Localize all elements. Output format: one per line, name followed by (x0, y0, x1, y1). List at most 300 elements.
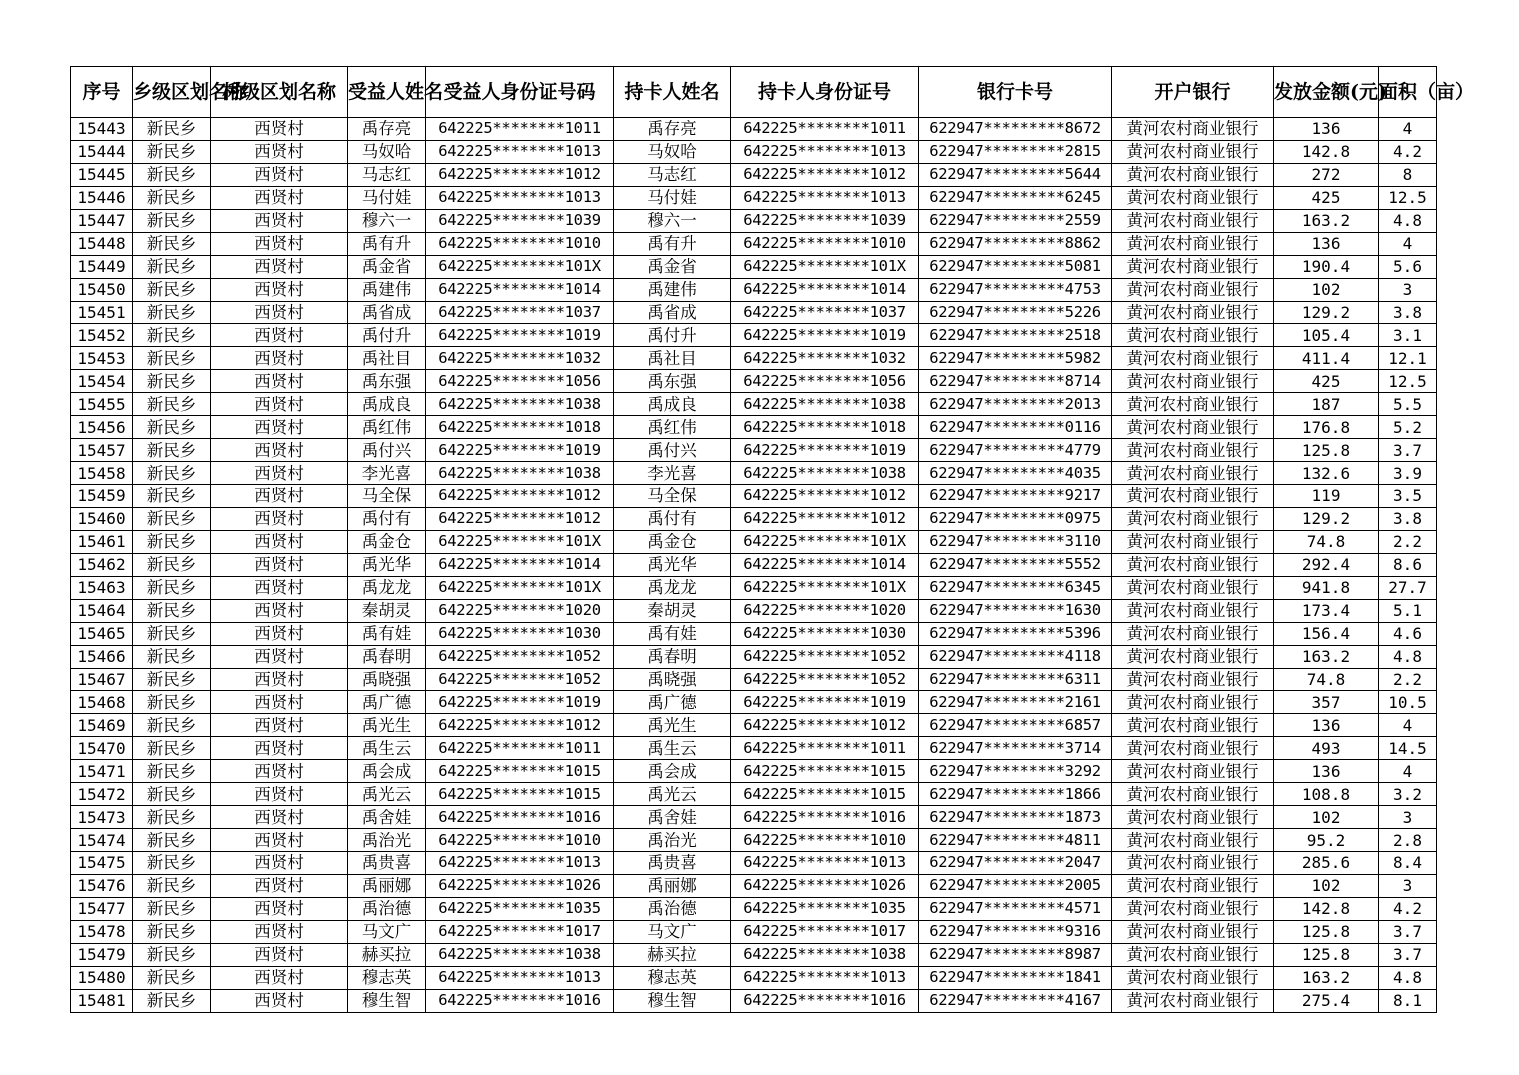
beneficiary-id-cell: 642225********1013 (426, 966, 614, 989)
amount-cell: 136 (1274, 714, 1379, 737)
table-row (71, 209, 1437, 232)
township-cell: 新民乡 (133, 691, 211, 714)
serial-cell: 15455 (71, 393, 133, 416)
village-cell: 西贤村 (211, 140, 348, 163)
serial-cell: 15463 (71, 576, 133, 599)
amount-cell: 190.4 (1274, 255, 1379, 278)
bank-card-cell: 622947*********2559 (919, 209, 1112, 232)
table-row (71, 530, 1437, 553)
township-cell: 新民乡 (133, 783, 211, 806)
bank-cell: 黄河农村商业银行 (1112, 393, 1274, 416)
township-cell: 新民乡 (133, 232, 211, 255)
amount-cell: 119 (1274, 485, 1379, 508)
table-row (71, 255, 1437, 278)
bank-card-cell: 622947*********2005 (919, 874, 1112, 897)
beneficiary-name-cell: 禹生云 (348, 737, 426, 760)
area-cell: 3 (1379, 874, 1437, 897)
area-cell: 8.6 (1379, 553, 1437, 576)
table-row (71, 874, 1437, 897)
amount-cell: 272 (1274, 163, 1379, 186)
beneficiary-id-cell: 642225********1020 (426, 599, 614, 622)
beneficiary-name-cell: 马奴哈 (348, 140, 426, 163)
cardholder-name-cell: 禹龙龙 (614, 576, 731, 599)
bank-card-cell: 622947*********2013 (919, 393, 1112, 416)
bank-card-cell: 622947*********2815 (919, 140, 1112, 163)
area-cell: 3.8 (1379, 507, 1437, 530)
cardholder-id-cell: 642225********1035 (731, 897, 919, 920)
serial-cell: 15443 (71, 118, 133, 141)
beneficiary-name-cell: 禹光华 (348, 553, 426, 576)
serial-cell: 15479 (71, 943, 133, 966)
cardholder-id-cell: 642225********1011 (731, 737, 919, 760)
amount-cell: 176.8 (1274, 416, 1379, 439)
cardholder-name-cell: 禹晓强 (614, 668, 731, 691)
bank-cell: 黄河农村商业银行 (1112, 783, 1274, 806)
area-cell: 3.7 (1379, 943, 1437, 966)
village-cell: 西贤村 (211, 301, 348, 324)
beneficiary-id-cell: 642225********1019 (426, 691, 614, 714)
cardholder-name-cell: 穆生智 (614, 989, 731, 1012)
serial-cell: 15456 (71, 416, 133, 439)
bank-cell: 黄河农村商业银行 (1112, 829, 1274, 852)
serial-cell: 15464 (71, 599, 133, 622)
beneficiary-id-cell: 642225********1018 (426, 416, 614, 439)
bank-card-cell: 622947*********6311 (919, 668, 1112, 691)
cardholder-name-cell: 李光喜 (614, 462, 731, 485)
serial-cell: 15459 (71, 485, 133, 508)
serial-cell: 15466 (71, 645, 133, 668)
beneficiary-id-cell: 642225********1010 (426, 829, 614, 852)
serial-cell: 15461 (71, 530, 133, 553)
cardholder-name-cell: 马付娃 (614, 186, 731, 209)
area-cell: 3 (1379, 806, 1437, 829)
bank-cell: 黄河农村商业银行 (1112, 324, 1274, 347)
amount-cell: 163.2 (1274, 209, 1379, 232)
beneficiary-id-cell: 642225********1015 (426, 760, 614, 783)
beneficiary-id-cell: 642225********1016 (426, 806, 614, 829)
area-cell: 12.5 (1379, 370, 1437, 393)
header-area: 面积（亩） (1379, 67, 1437, 118)
cardholder-id-cell: 642225********1015 (731, 760, 919, 783)
beneficiary-name-cell: 秦胡灵 (348, 599, 426, 622)
amount-cell: 125.8 (1274, 943, 1379, 966)
beneficiary-id-cell: 642225********1014 (426, 553, 614, 576)
bank-cell: 黄河农村商业银行 (1112, 118, 1274, 141)
village-cell: 西贤村 (211, 943, 348, 966)
beneficiary-name-cell: 禹金仓 (348, 530, 426, 553)
beneficiary-name-cell: 禹舍娃 (348, 806, 426, 829)
area-cell: 3.1 (1379, 324, 1437, 347)
township-cell: 新民乡 (133, 874, 211, 897)
area-cell: 4.8 (1379, 966, 1437, 989)
cardholder-name-cell: 禹东强 (614, 370, 731, 393)
village-cell: 西贤村 (211, 622, 348, 645)
area-cell: 4 (1379, 232, 1437, 255)
beneficiary-name-cell: 禹治光 (348, 829, 426, 852)
bank-cell: 黄河农村商业银行 (1112, 485, 1274, 508)
township-cell: 新民乡 (133, 118, 211, 141)
township-cell: 新民乡 (133, 530, 211, 553)
area-cell: 12.5 (1379, 186, 1437, 209)
serial-cell: 15480 (71, 966, 133, 989)
serial-cell: 15469 (71, 714, 133, 737)
area-cell: 4.8 (1379, 645, 1437, 668)
bank-cell: 黄河农村商业银行 (1112, 668, 1274, 691)
bank-card-cell: 622947*********0975 (919, 507, 1112, 530)
township-cell: 新民乡 (133, 370, 211, 393)
village-cell: 西贤村 (211, 645, 348, 668)
table-row (71, 186, 1437, 209)
township-cell: 新民乡 (133, 897, 211, 920)
table-row (71, 118, 1437, 141)
amount-cell: 156.4 (1274, 622, 1379, 645)
table-row (71, 576, 1437, 599)
cardholder-name-cell: 禹社目 (614, 347, 731, 370)
cardholder-name-cell: 禹光云 (614, 783, 731, 806)
cardholder-name-cell: 禹建伟 (614, 278, 731, 301)
bank-card-cell: 622947*********5982 (919, 347, 1112, 370)
area-cell: 3.8 (1379, 301, 1437, 324)
amount-cell: 275.4 (1274, 989, 1379, 1012)
cardholder-name-cell: 马志红 (614, 163, 731, 186)
beneficiary-id-cell: 642225********1052 (426, 668, 614, 691)
serial-cell: 15475 (71, 852, 133, 875)
cardholder-name-cell: 禹有升 (614, 232, 731, 255)
bank-card-cell: 622947*********1841 (919, 966, 1112, 989)
beneficiary-id-cell: 642225********1019 (426, 439, 614, 462)
beneficiary-id-cell: 642225********1037 (426, 301, 614, 324)
bank-card-cell: 622947*********4753 (919, 278, 1112, 301)
township-cell: 新民乡 (133, 737, 211, 760)
amount-cell: 285.6 (1274, 852, 1379, 875)
area-cell: 12.1 (1379, 347, 1437, 370)
village-cell: 西贤村 (211, 370, 348, 393)
amount-cell: 941.8 (1274, 576, 1379, 599)
bank-cell: 黄河农村商业银行 (1112, 760, 1274, 783)
cardholder-name-cell: 禹舍娃 (614, 806, 731, 829)
amount-cell: 493 (1274, 737, 1379, 760)
cardholder-id-cell: 642225********1019 (731, 691, 919, 714)
area-cell: 3.7 (1379, 439, 1437, 462)
cardholder-id-cell: 642225********1030 (731, 622, 919, 645)
bank-cell: 黄河农村商业银行 (1112, 989, 1274, 1012)
bank-cell: 黄河农村商业银行 (1112, 966, 1274, 989)
table-row (71, 324, 1437, 347)
township-cell: 新民乡 (133, 324, 211, 347)
bank-card-cell: 622947*********3714 (919, 737, 1112, 760)
bank-card-cell: 622947*********4779 (919, 439, 1112, 462)
bank-card-cell: 622947*********4571 (919, 897, 1112, 920)
table-row (71, 347, 1437, 370)
bank-cell: 黄河农村商业银行 (1112, 301, 1274, 324)
beneficiary-name-cell: 禹治德 (348, 897, 426, 920)
table-row (71, 989, 1437, 1012)
cardholder-id-cell: 642225********1020 (731, 599, 919, 622)
cardholder-name-cell: 禹治光 (614, 829, 731, 852)
township-cell: 新民乡 (133, 347, 211, 370)
village-cell: 西贤村 (211, 485, 348, 508)
cardholder-name-cell: 秦胡灵 (614, 599, 731, 622)
amount-cell: 129.2 (1274, 301, 1379, 324)
header-amount: 发放金额(元) (1274, 67, 1379, 118)
cardholder-name-cell: 禹生云 (614, 737, 731, 760)
bank-cell: 黄河农村商业银行 (1112, 186, 1274, 209)
amount-cell: 187 (1274, 393, 1379, 416)
area-cell: 2.2 (1379, 530, 1437, 553)
bank-cell: 黄河农村商业银行 (1112, 599, 1274, 622)
area-cell: 5.5 (1379, 393, 1437, 416)
area-cell: 2.2 (1379, 668, 1437, 691)
serial-cell: 15454 (71, 370, 133, 393)
village-cell: 西贤村 (211, 737, 348, 760)
amount-cell: 425 (1274, 370, 1379, 393)
bank-card-cell: 622947*********1866 (919, 783, 1112, 806)
village-cell: 西贤村 (211, 439, 348, 462)
township-cell: 新民乡 (133, 462, 211, 485)
serial-cell: 15467 (71, 668, 133, 691)
cardholder-id-cell: 642225********1010 (731, 829, 919, 852)
cardholder-name-cell: 禹金省 (614, 255, 731, 278)
beneficiary-id-cell: 642225********1056 (426, 370, 614, 393)
serial-cell: 15444 (71, 140, 133, 163)
table-row (71, 943, 1437, 966)
serial-cell: 15470 (71, 737, 133, 760)
beneficiary-id-cell: 642225********1013 (426, 186, 614, 209)
beneficiary-name-cell: 禹东强 (348, 370, 426, 393)
beneficiary-id-cell: 642225********1012 (426, 485, 614, 508)
serial-cell: 15462 (71, 553, 133, 576)
cardholder-id-cell: 642225********1013 (731, 140, 919, 163)
cardholder-id-cell: 642225********1012 (731, 714, 919, 737)
bank-cell: 黄河农村商业银行 (1112, 140, 1274, 163)
amount-cell: 173.4 (1274, 599, 1379, 622)
village-cell: 西贤村 (211, 209, 348, 232)
cardholder-id-cell: 642225********101X (731, 255, 919, 278)
beneficiary-id-cell: 642225********1030 (426, 622, 614, 645)
amount-cell: 95.2 (1274, 829, 1379, 852)
beneficiary-id-cell: 642225********1052 (426, 645, 614, 668)
header-township: 乡级区划名称 (133, 67, 211, 118)
header-village: 村级区划名称 (211, 67, 348, 118)
cardholder-id-cell: 642225********1010 (731, 232, 919, 255)
cardholder-id-cell: 642225********1038 (731, 943, 919, 966)
amount-cell: 163.2 (1274, 966, 1379, 989)
village-cell: 西贤村 (211, 278, 348, 301)
area-cell: 3.5 (1379, 485, 1437, 508)
bank-card-cell: 622947*********1630 (919, 599, 1112, 622)
cardholder-name-cell: 禹丽娜 (614, 874, 731, 897)
township-cell: 新民乡 (133, 943, 211, 966)
table-row (71, 760, 1437, 783)
area-cell: 8.4 (1379, 852, 1437, 875)
amount-cell: 136 (1274, 118, 1379, 141)
area-cell: 4.6 (1379, 622, 1437, 645)
area-cell: 8.1 (1379, 989, 1437, 1012)
table-row (71, 691, 1437, 714)
township-cell: 新民乡 (133, 966, 211, 989)
cardholder-name-cell: 穆志英 (614, 966, 731, 989)
bank-cell: 黄河农村商业银行 (1112, 255, 1274, 278)
table-row (71, 645, 1437, 668)
township-cell: 新民乡 (133, 278, 211, 301)
table-row (71, 737, 1437, 760)
township-cell: 新民乡 (133, 760, 211, 783)
village-cell: 西贤村 (211, 324, 348, 347)
beneficiary-name-cell: 禹晓强 (348, 668, 426, 691)
village-cell: 西贤村 (211, 255, 348, 278)
cardholder-id-cell: 642225********1039 (731, 209, 919, 232)
header-beneficiary-name: 受益人姓名 (348, 67, 426, 118)
cardholder-id-cell: 642225********1012 (731, 163, 919, 186)
bank-card-cell: 622947*********0116 (919, 416, 1112, 439)
serial-cell: 15451 (71, 301, 133, 324)
bank-cell: 黄河农村商业银行 (1112, 737, 1274, 760)
bank-card-cell: 622947*********3110 (919, 530, 1112, 553)
beneficiary-name-cell: 禹丽娜 (348, 874, 426, 897)
serial-cell: 15447 (71, 209, 133, 232)
area-cell: 4 (1379, 118, 1437, 141)
area-cell: 4.2 (1379, 140, 1437, 163)
beneficiary-name-cell: 马志红 (348, 163, 426, 186)
cardholder-name-cell: 禹成良 (614, 393, 731, 416)
table-header-row (71, 67, 1437, 118)
township-cell: 新民乡 (133, 599, 211, 622)
village-cell: 西贤村 (211, 691, 348, 714)
header-beneficiary-id: 受益人身份证号码 (426, 67, 614, 118)
cardholder-name-cell: 禹春明 (614, 645, 731, 668)
cardholder-id-cell: 642225********1012 (731, 507, 919, 530)
bank-cell: 黄河农村商业银行 (1112, 553, 1274, 576)
table-row (71, 163, 1437, 186)
beneficiary-id-cell: 642225********1038 (426, 462, 614, 485)
beneficiary-name-cell: 禹光生 (348, 714, 426, 737)
header-bank-card: 银行卡号 (919, 67, 1112, 118)
amount-cell: 105.4 (1274, 324, 1379, 347)
bank-card-cell: 622947*********1873 (919, 806, 1112, 829)
village-cell: 西贤村 (211, 163, 348, 186)
table-row (71, 622, 1437, 645)
serial-cell: 15471 (71, 760, 133, 783)
amount-cell: 425 (1274, 186, 1379, 209)
beneficiary-name-cell: 禹付升 (348, 324, 426, 347)
serial-cell: 15453 (71, 347, 133, 370)
table-body (71, 118, 1437, 1013)
beneficiary-name-cell: 穆志英 (348, 966, 426, 989)
bank-card-cell: 622947*********6857 (919, 714, 1112, 737)
cardholder-name-cell: 赫买拉 (614, 943, 731, 966)
bank-card-cell: 622947*********8862 (919, 232, 1112, 255)
bank-cell: 黄河农村商业银行 (1112, 576, 1274, 599)
cardholder-name-cell: 穆六一 (614, 209, 731, 232)
bank-card-cell: 622947*********9316 (919, 920, 1112, 943)
table-row (71, 966, 1437, 989)
bank-cell: 黄河农村商业银行 (1112, 852, 1274, 875)
bank-card-cell: 622947*********6245 (919, 186, 1112, 209)
beneficiary-id-cell: 642225********1017 (426, 920, 614, 943)
township-cell: 新民乡 (133, 852, 211, 875)
township-cell: 新民乡 (133, 439, 211, 462)
cardholder-id-cell: 642225********1052 (731, 668, 919, 691)
bank-cell: 黄河农村商业银行 (1112, 920, 1274, 943)
subsidy-table (70, 66, 1475, 1013)
cardholder-name-cell: 禹治德 (614, 897, 731, 920)
cardholder-id-cell: 642225********1038 (731, 462, 919, 485)
village-cell: 西贤村 (211, 232, 348, 255)
beneficiary-name-cell: 马文广 (348, 920, 426, 943)
beneficiary-name-cell: 禹会成 (348, 760, 426, 783)
cardholder-name-cell: 禹存亮 (614, 118, 731, 141)
amount-cell: 74.8 (1274, 668, 1379, 691)
bank-cell: 黄河农村商业银行 (1112, 622, 1274, 645)
amount-cell: 102 (1274, 806, 1379, 829)
cardholder-id-cell: 642225********1013 (731, 966, 919, 989)
area-cell: 3.7 (1379, 920, 1437, 943)
village-cell: 西贤村 (211, 416, 348, 439)
cardholder-name-cell: 禹广德 (614, 691, 731, 714)
bank-cell: 黄河农村商业银行 (1112, 232, 1274, 255)
amount-cell: 136 (1274, 760, 1379, 783)
township-cell: 新民乡 (133, 553, 211, 576)
serial-cell: 15445 (71, 163, 133, 186)
village-cell: 西贤村 (211, 347, 348, 370)
township-cell: 新民乡 (133, 829, 211, 852)
beneficiary-name-cell: 禹付有 (348, 507, 426, 530)
table-row (71, 416, 1437, 439)
bank-card-cell: 622947*********6345 (919, 576, 1112, 599)
bank-cell: 黄河农村商业银行 (1112, 209, 1274, 232)
table-row (71, 485, 1437, 508)
amount-cell: 108.8 (1274, 783, 1379, 806)
cardholder-id-cell: 642225********1014 (731, 553, 919, 576)
village-cell: 西贤村 (211, 118, 348, 141)
township-cell: 新民乡 (133, 393, 211, 416)
beneficiary-id-cell: 642225********101X (426, 255, 614, 278)
township-cell: 新民乡 (133, 140, 211, 163)
beneficiary-name-cell: 马付娃 (348, 186, 426, 209)
bank-card-cell: 622947*********2161 (919, 691, 1112, 714)
township-cell: 新民乡 (133, 714, 211, 737)
table-row (71, 393, 1437, 416)
beneficiary-id-cell: 642225********1039 (426, 209, 614, 232)
bank-cell: 黄河农村商业银行 (1112, 439, 1274, 462)
bank-card-cell: 622947*********9217 (919, 485, 1112, 508)
table-row (71, 668, 1437, 691)
township-cell: 新民乡 (133, 163, 211, 186)
cardholder-id-cell: 642225********1037 (731, 301, 919, 324)
serial-cell: 15468 (71, 691, 133, 714)
beneficiary-name-cell: 禹红伟 (348, 416, 426, 439)
bank-cell: 黄河农村商业银行 (1112, 507, 1274, 530)
beneficiary-name-cell: 禹有升 (348, 232, 426, 255)
township-cell: 新民乡 (133, 485, 211, 508)
serial-cell: 15476 (71, 874, 133, 897)
header-bank: 开户银行 (1112, 67, 1274, 118)
serial-cell: 15481 (71, 989, 133, 1012)
area-cell: 4 (1379, 760, 1437, 783)
bank-card-cell: 622947*********2518 (919, 324, 1112, 347)
bank-cell: 黄河农村商业银行 (1112, 714, 1274, 737)
table-row (71, 897, 1437, 920)
amount-cell: 142.8 (1274, 897, 1379, 920)
township-cell: 新民乡 (133, 989, 211, 1012)
amount-cell: 136 (1274, 232, 1379, 255)
bank-card-cell: 622947*********8672 (919, 118, 1112, 141)
village-cell: 西贤村 (211, 530, 348, 553)
cardholder-name-cell: 禹付升 (614, 324, 731, 347)
bank-cell: 黄河农村商业银行 (1112, 691, 1274, 714)
table-row (71, 140, 1437, 163)
beneficiary-id-cell: 642225********1011 (426, 737, 614, 760)
